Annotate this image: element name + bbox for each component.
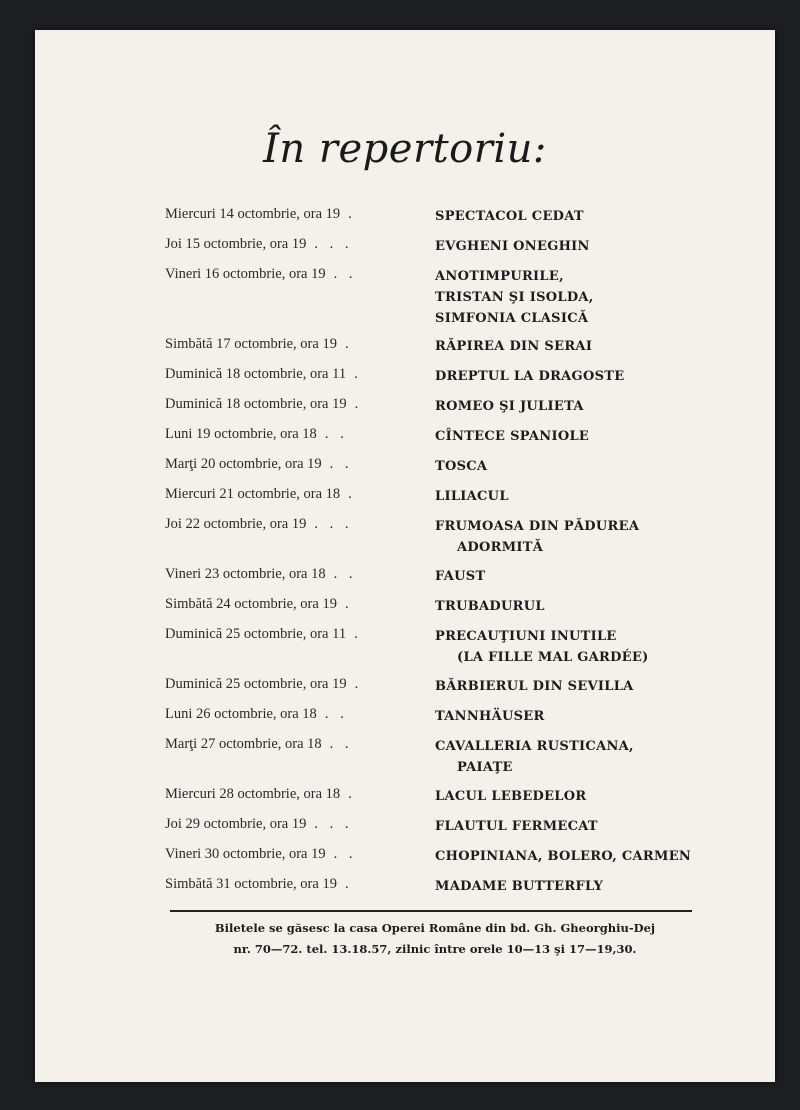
performance-date: Miercuri 14 octombrie, ora 19	[165, 206, 341, 222]
performance-title-line: EVGHENI ONEGHIN	[435, 239, 590, 254]
performance-title-line: ANOTIMPURILE,	[435, 269, 564, 284]
leader-dots: .	[354, 366, 362, 382]
performance-title-line: FAUST	[435, 569, 486, 584]
performance-date: Duminică 18 octombrie, ora 11	[165, 366, 347, 382]
leader-dots: .	[354, 626, 362, 642]
performance-title-line: SPECTACOL CEDAT	[435, 209, 584, 224]
leader-dots: . .	[324, 706, 348, 722]
performance-title-line: TRISTAN ŞI ISOLDA,	[435, 290, 594, 305]
performance-date: Luni 19 octombrie, ora 18	[165, 426, 317, 442]
performance-title	[435, 676, 634, 697]
performance-title-line: FLAUTUL FERMECAT	[435, 819, 598, 834]
divider-rule	[170, 910, 692, 912]
performance-date: Duminică 25 octombrie, ora 19	[165, 676, 347, 692]
performance-title-line: TOSCA	[435, 459, 488, 474]
performance-title	[435, 736, 634, 778]
performance-title	[435, 336, 592, 357]
performance-title	[435, 846, 691, 867]
performance-title-line: CHOPINIANA, BOLERO, CARMEN	[435, 849, 692, 864]
performance-title	[435, 266, 594, 329]
performance-date: Vineri 30 octombrie, ora 19	[165, 846, 326, 862]
leader-dots: . . .	[314, 816, 353, 832]
performance-title-line: RĂPIREA DIN SERAI	[435, 339, 593, 354]
leader-dots: . . .	[314, 236, 353, 252]
performance-title	[435, 396, 584, 417]
performance-title	[435, 566, 485, 587]
performance-title-line: DREPTUL LA DRAGOSTE	[435, 369, 625, 384]
performance-title-line: PAIAŢE	[457, 760, 513, 775]
performance-title	[435, 426, 589, 447]
performance-title-line: CÎNTECE SPANIOLE	[435, 429, 590, 444]
leader-dots: .	[348, 786, 356, 802]
performance-title	[435, 486, 509, 507]
performance-date: Luni 26 octombrie, ora 18	[165, 706, 317, 722]
leader-dots: . .	[333, 266, 357, 282]
performance-title-line: TANNHÄUSER	[435, 709, 545, 724]
leader-dots: .	[354, 676, 363, 692]
performance-title	[435, 366, 624, 387]
performance-title-line: MADAME BUTTERFLY	[435, 879, 604, 894]
leader-dots: .	[344, 876, 353, 892]
performance-date: Duminică 18 octombrie, ora 19	[165, 396, 347, 412]
performance-title	[435, 516, 639, 558]
performance-title-line: BĂRBIERUL DIN SEVILLA	[435, 679, 634, 694]
performance-title-line: (LA FILLE MAL GARDÉE)	[457, 650, 649, 665]
performance-title	[435, 236, 590, 257]
performance-date: Joi 29 octombrie, ora 19	[165, 816, 307, 832]
program-sheet	[35, 30, 775, 1082]
performance-date: Simbătă 24 octombrie, ora 19	[165, 596, 337, 612]
ticket-info-line-2: nr. 70—72. tel. 13.18.57, zilnic între orele 10—13 şi 17—19,30.	[233, 942, 637, 956]
leader-dots: . .	[329, 736, 353, 752]
performance-date: Joi 15 octombrie, ora 19	[165, 236, 307, 252]
leader-dots: .	[354, 396, 363, 412]
performance-date: Marţi 27 octombrie, ora 18	[165, 736, 322, 752]
performance-title-line: ROMEO ŞI JULIETA	[435, 399, 584, 414]
leader-dots: .	[348, 486, 356, 502]
leader-dots: . .	[329, 456, 353, 472]
page-title: În repertoriu:	[263, 126, 547, 172]
performance-title	[435, 706, 545, 727]
ticket-info	[165, 918, 705, 960]
leader-dots: .	[344, 596, 353, 612]
performance-date: Marţi 20 octombrie, ora 19	[165, 456, 322, 472]
performance-title	[435, 626, 649, 668]
performance-title-line: FRUMOASA DIN PĂDUREA	[435, 519, 640, 534]
performance-title	[435, 816, 598, 837]
performance-date: Simbătă 17 octombrie, ora 19	[165, 336, 337, 352]
performance-title	[435, 206, 584, 227]
performance-title-line: ADORMITĂ	[457, 540, 544, 555]
performance-date: Joi 22 octombrie, ora 19	[165, 516, 307, 532]
performance-title-line: SIMFONIA CLASICĂ	[435, 311, 589, 326]
performance-title	[435, 456, 487, 477]
performance-date: Vineri 23 octombrie, ora 18	[165, 566, 326, 582]
performance-date: Vineri 16 octombrie, ora 19	[165, 266, 326, 282]
leader-dots: .	[344, 336, 353, 352]
leader-dots: . . .	[314, 516, 353, 532]
performance-title-line: TRUBADURUL	[435, 599, 545, 614]
leader-dots: . .	[333, 566, 357, 582]
leader-dots: . .	[324, 426, 348, 442]
leader-dots: .	[348, 206, 356, 222]
performance-title-line: PRECAUŢIUNI INUTILE	[435, 629, 617, 644]
performance-date: Miercuri 21 octombrie, ora 18	[165, 486, 341, 502]
performance-title-line: LACUL LEBEDELOR	[435, 789, 587, 804]
performance-date: Miercuri 28 octombrie, ora 18	[165, 786, 341, 802]
performance-title-line: CAVALLERIA RUSTICANA,	[435, 739, 634, 754]
performance-title	[435, 786, 586, 807]
ticket-info-line-1: Biletele se găsesc la casa Operei Române din bd. Gh. Gheorghiu-Dej	[214, 921, 656, 935]
performance-date: Simbătă 31 octombrie, ora 19	[165, 876, 337, 892]
performance-date: Duminică 25 octombrie, ora 11	[165, 626, 347, 642]
performance-title-line: LILIACUL	[435, 489, 509, 504]
leader-dots: . .	[333, 846, 357, 862]
performance-title	[435, 596, 545, 617]
performance-title	[435, 876, 603, 897]
